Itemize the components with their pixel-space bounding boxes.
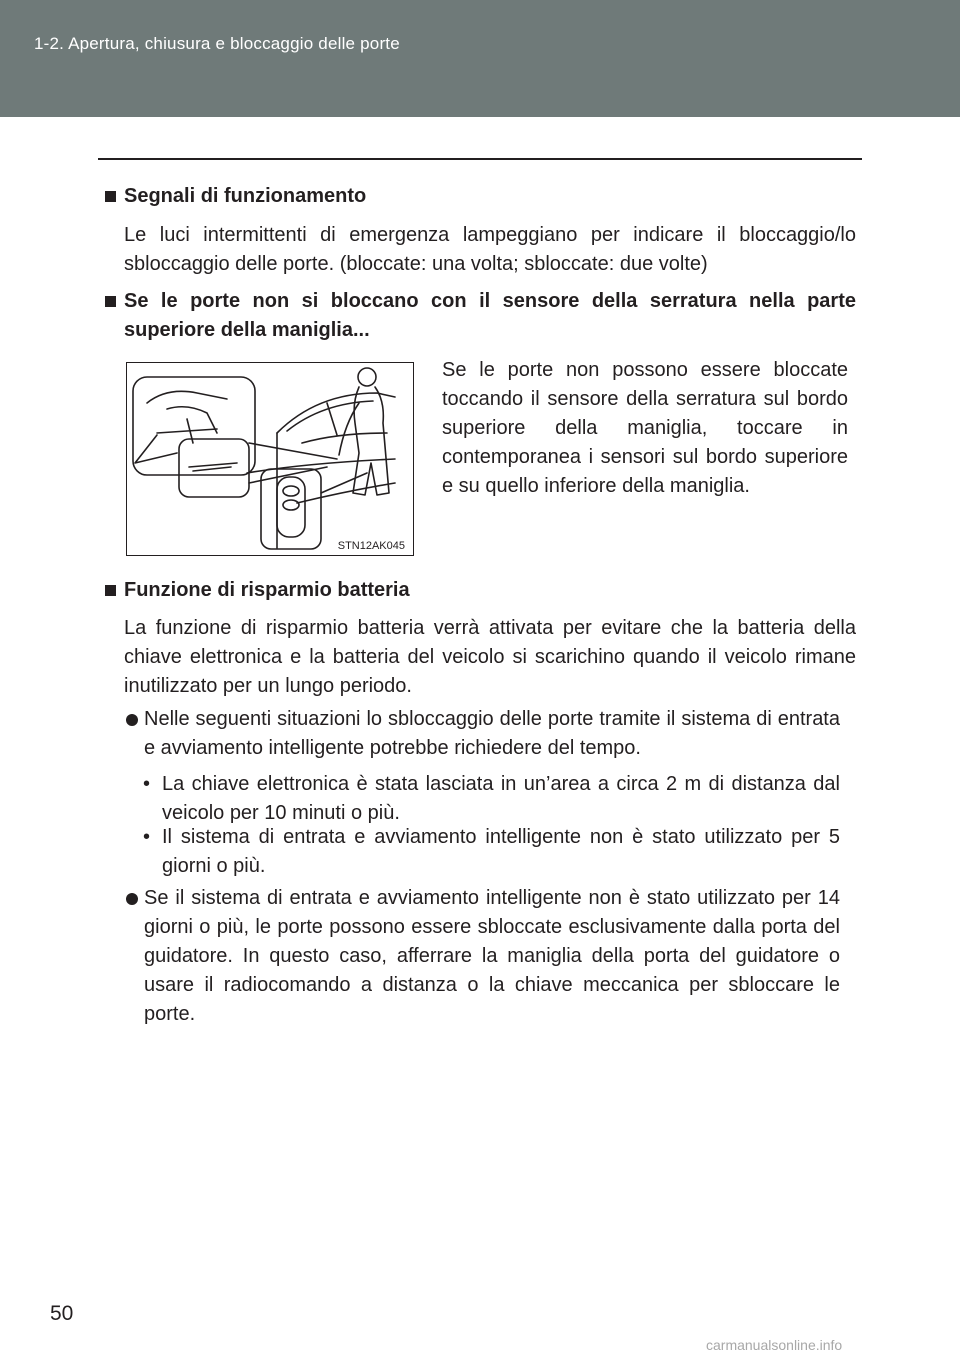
- header-rule: [98, 158, 862, 160]
- door-handle-illustration: [126, 362, 414, 556]
- section-body: Le luci intermittenti di emergenza lampeggiano per indicare il bloccaggio/lo sbloccaggio delle porte. (bloccate: una volta; sbloccate: due volte): [124, 224, 856, 275]
- square-bullet-icon: [105, 585, 116, 596]
- bullet-text: Se il sistema di entrata e avviamento intelligente non è stato utilizzato per 14 giorni o più, le porte possono essere sbloccate esclusivamente dalla porta del guidatore. In questo caso, afferrare la maniglia della porta del guidatore o usare il radiocomando a distanza o la chiave meccanica per sbloccare le porte.: [144, 887, 840, 1025]
- chapter-title: 1-2. Apertura, chiusura e bloccaggio delle porte: [34, 34, 400, 53]
- round-bullet-icon: [126, 893, 138, 905]
- sub-bullet-icon: •: [143, 773, 151, 795]
- page-number: 50: [50, 1302, 74, 1325]
- section-heading: Funzione di risparmio batteria: [124, 579, 410, 601]
- sub-item-text: Il sistema di entrata e avviamento intelligente non è stato utilizzato per 5 giorni o più.: [162, 826, 840, 877]
- round-bullet-icon: [126, 714, 138, 726]
- section-heading: Segnali di funzionamento: [124, 185, 367, 207]
- figure-code: STN12AK045: [337, 540, 405, 552]
- section-body: La funzione di risparmio batteria verrà attivata per evitare che la batteria della chiave elettronica e la batteria del veicolo si scarichino quando il veicolo rimane inutilizzato per un lungo periodo.: [124, 617, 856, 697]
- sub-item-text: La chiave elettronica è stata lasciata in un’area a circa 2 m di distanza dal veicolo per 10 minuti o più.: [162, 773, 840, 824]
- square-bullet-icon: [105, 296, 116, 307]
- watermark: carmanualsonline.info: [706, 1337, 843, 1353]
- section-heading: Se le porte non si bloccano con il sensore della serratura nella parte superiore della maniglia...: [124, 290, 856, 341]
- illustration-drawing: [127, 363, 413, 555]
- page-header: [0, 0, 960, 117]
- square-bullet-icon: [105, 191, 116, 202]
- sub-bullet-icon: •: [143, 826, 151, 848]
- bullet-text: Nelle seguenti situazioni lo sbloccaggio delle porte tramite il sistema di entrata e avviamento intelligente potrebbe richiedere del tempo.: [144, 708, 840, 759]
- section-body: Se le porte non possono essere bloccate toccando il sensore della serratura sul bordo superiore della maniglia, toccare in contemporanea i sensori sul bordo superiore e su quello inferiore della maniglia.: [442, 359, 848, 497]
